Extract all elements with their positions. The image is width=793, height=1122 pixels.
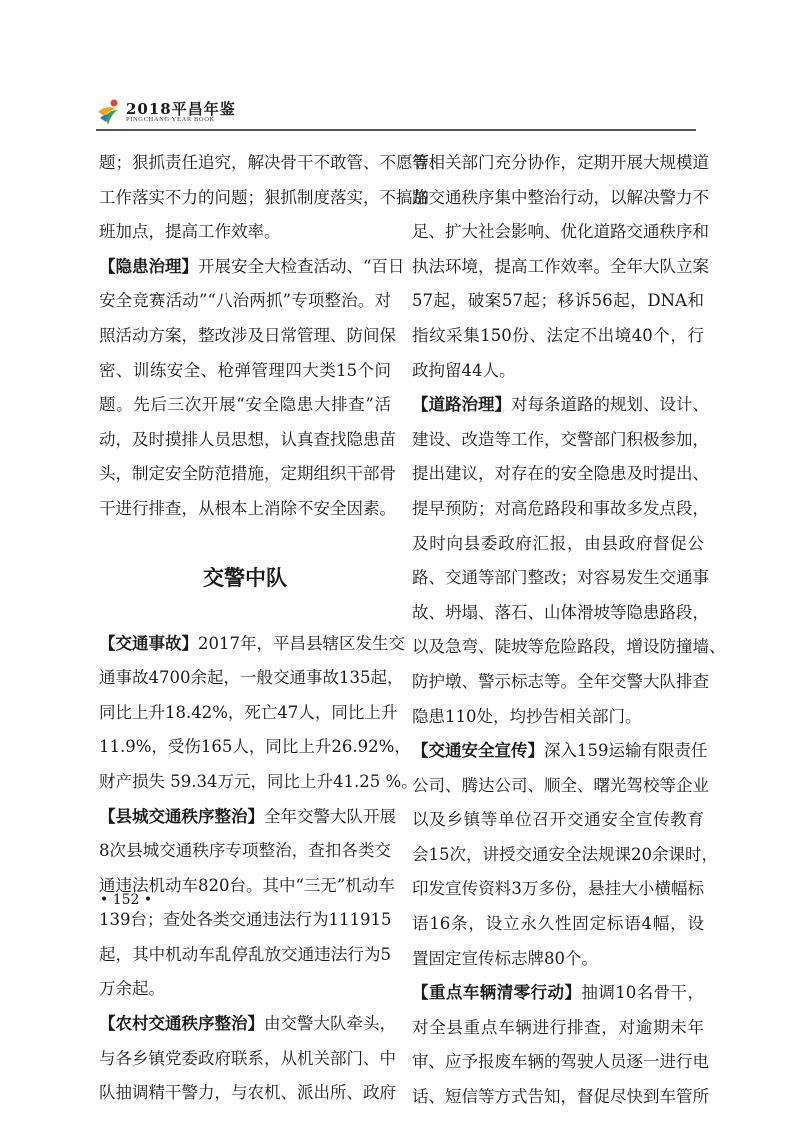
line-text: 起，其中机动车乱停乱放交通违法行为5 [99, 944, 391, 964]
line-text: 由交警大队牵头， [264, 1014, 396, 1034]
text-line [99, 492, 396, 527]
line-text: 建设、改造等工作，交警部门积极参加， [412, 429, 709, 449]
text-line [412, 1011, 704, 1046]
line-text: 通违法机动车820台。其中“三无”机动车 [99, 875, 395, 895]
line-text: 路交通秩序集中整治行动，以解决警力不 [412, 187, 709, 207]
line-text: 2017年，平昌县辖区发生交 [198, 633, 405, 653]
text-line [412, 630, 726, 665]
text-line [412, 146, 709, 181]
line-text: 隐患110处，均抄告相关部门。 [412, 706, 642, 726]
line-text: 及时向县委政府汇报，由县政府督促公 [412, 533, 704, 553]
line-text: 防护墩、警示标志等。全年交警大队排查 [412, 671, 709, 691]
text-line [99, 800, 396, 835]
text-line [412, 181, 709, 216]
line-text: 执法环境，提高工作效率。全年大队立案 [412, 256, 709, 276]
line-text: 照活动方案，整改涉及日常管理、防间保 [99, 325, 396, 345]
text-line [412, 319, 704, 354]
line-text: 万余起。 [99, 979, 165, 999]
text-line [99, 215, 391, 250]
line-text: 印发宣传资料3万多份，悬挂大小横幅标 [412, 879, 704, 899]
text-line [412, 976, 704, 1011]
line-text: 通事故4700余起，一般交通事故135起， [99, 668, 404, 688]
text-line [99, 627, 405, 662]
text-line [412, 492, 709, 527]
line-text: 语16条，设立永久性固定标语4幅，设 [412, 914, 704, 934]
text-line [99, 354, 391, 389]
line-text: 8次县城交通秩序专项整治，查扣各类交 [99, 841, 391, 861]
line-text: 139台；查处各类交通违法行为111915 [99, 910, 392, 930]
line-text: 深入159运输有限责任 [544, 741, 708, 761]
page-number: • 152 • [100, 892, 153, 908]
text-line [412, 596, 709, 631]
line-text: 开展安全大检查活动、“百日 [198, 256, 405, 276]
line-text: 话、短信等方式告知，督促尽快到车管所 [412, 1087, 709, 1107]
text-line [412, 388, 709, 423]
line-text: 政拘留44人。 [412, 360, 516, 380]
line-text: 57起，破案57起；移诉56起，DNA和 [412, 291, 704, 311]
left-column [99, 146, 446, 1111]
text-line [412, 527, 704, 562]
text-line [99, 661, 404, 696]
text-line [99, 730, 411, 765]
text-line [412, 284, 704, 319]
text-line [412, 250, 709, 285]
line-text: 密、训练安全、枪弹管理四大类15个问 [99, 360, 391, 380]
line-text: 全年交警大队开展 [264, 806, 396, 826]
line-text: 队抽调精干警力，与农机、派出所、政府 [99, 1083, 396, 1103]
text-line [412, 1045, 709, 1080]
page-header [96, 96, 696, 130]
text-line [412, 942, 704, 977]
text-line [412, 700, 704, 735]
line-text: 公司、腾达公司、顺全、曙光驾校等企业 [412, 775, 709, 795]
text-line [99, 181, 429, 216]
header-rule [96, 129, 696, 131]
line-text: 指纹采集150份、法定不出境40个，行 [412, 325, 704, 345]
text-line [412, 907, 704, 942]
text-line [412, 734, 708, 769]
line-text: 动，及时摸排人员思想，认真查找隐患苗 [99, 429, 396, 449]
line-text: 题。先后三次开展“安全隐患大排查”活 [99, 395, 391, 415]
line-text: 同比上升18.42%，死亡47人，同比上升 [99, 702, 398, 722]
line-text: 与各乡镇党委政府联系，从机关部门、中 [99, 1048, 396, 1068]
text-line [412, 838, 718, 873]
text-line [99, 696, 398, 731]
text-line [99, 765, 418, 800]
text-line [412, 769, 709, 804]
yearbook-title: 2018平昌年鉴 [126, 100, 236, 118]
text-line [99, 388, 391, 423]
text-line [99, 146, 446, 181]
line-text: 抽调10名骨干， [581, 983, 704, 1003]
line-text: 干进行排查，从根本上消除不安全因素。 [99, 498, 396, 518]
yearbook-logo-icon [96, 98, 122, 126]
line-text: 审、应予报废车辆的驾驶人员逐一进行电 [412, 1052, 709, 1072]
text-line [99, 938, 391, 973]
line-text: 以及急弯、陡坡等危险路段，增设防撞墙、 [412, 637, 726, 657]
paragraph-heading: 【道路治理】 [412, 395, 511, 415]
line-text: 以及乡镇等单位召开交通安全宣传教育 [412, 810, 704, 830]
right-column [412, 146, 726, 1115]
text-line [99, 457, 396, 492]
line-text: 对全县重点车辆进行排查，对逾期未年 [412, 1017, 704, 1037]
section-title: 交警中队 [203, 565, 287, 590]
paragraph-heading: 【县城交通秩序整治】 [99, 806, 264, 826]
text-line [412, 1080, 709, 1115]
paragraph-heading: 【农村交通秩序整治】 [99, 1014, 264, 1034]
line-text: 题；狠抓责任追究，解决骨干不敢管、不愿管、 [99, 153, 446, 172]
line-text: 故、坍塌、落石、山体滑坡等隐患路段， [412, 602, 709, 622]
text-line [99, 319, 396, 354]
yearbook-subtitle: PINGCHANG YEAR BOOK [126, 116, 215, 123]
line-text: 等相关部门充分协作，定期开展大规模道 [412, 153, 709, 172]
line-text: 工作落实不力的问题；狠抓制度落实，不搞加 [99, 187, 429, 207]
line-text: 安全竞赛活动”“八治两抓”专项整治。对 [99, 291, 391, 311]
line-text: 11.9%，受伤165人，同比上升26.92%， [99, 737, 411, 757]
text-line [99, 972, 391, 1007]
line-text: 对每条道路的规划、设计、 [511, 395, 709, 415]
text-line [99, 284, 391, 319]
paragraph-heading: 【隐患治理】 [99, 256, 198, 276]
line-text: 路、交通等部门整改；对容易发生交通事 [412, 568, 709, 588]
line-text: 班加点，提高工作效率。 [99, 222, 281, 242]
paragraph-heading: 【重点车辆清零行动】 [412, 983, 582, 1003]
text-line [412, 561, 709, 596]
text-line [99, 834, 391, 869]
text-line [412, 423, 709, 458]
text-line [99, 1007, 396, 1042]
text-line [99, 423, 396, 458]
line-text: 提早预防；对高危路段和事故多发点段， [412, 498, 709, 518]
line-text: 财产损失 59.34万元，同比上升41.25 %。 [99, 771, 418, 791]
paragraph-heading: 【交通安全宣传】 [412, 741, 544, 761]
line-text: 足、扩大社会影响、优化道路交通秩序和 [412, 222, 709, 242]
text-line [412, 665, 709, 700]
line-text: 提出建议，对存在的安全隐患及时提出、 [412, 464, 709, 484]
text-line [412, 215, 709, 250]
text-line [412, 457, 709, 492]
paragraph-heading: 【交通事故】 [99, 633, 198, 653]
text-line [412, 872, 704, 907]
text-line [99, 1042, 396, 1077]
line-text: 置固定宣传标志牌80个。 [412, 948, 598, 968]
text-line [99, 1076, 396, 1111]
line-text: 会15次，讲授交通安全法规课20余课时， [412, 844, 718, 864]
line-text: 头，制定安全防范措施，定期组织干部骨 [99, 464, 396, 484]
text-line [412, 354, 704, 389]
text-line [99, 250, 405, 285]
text-line [412, 803, 704, 838]
text-line [99, 903, 391, 938]
